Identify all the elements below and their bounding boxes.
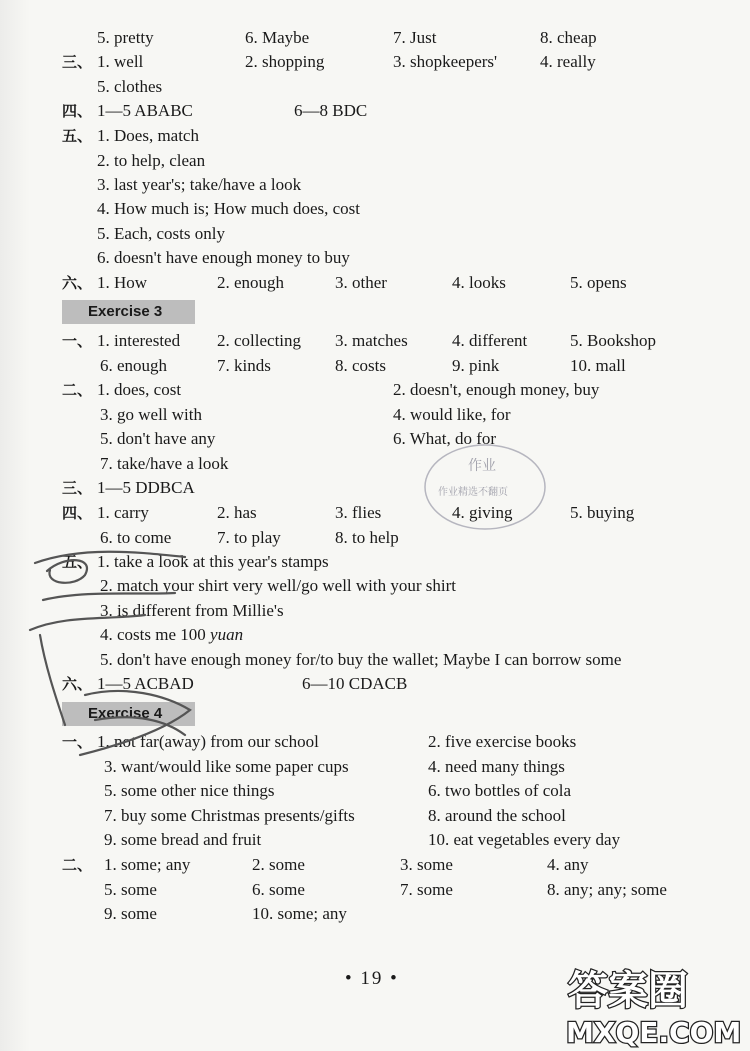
answer-text: 1. How (97, 273, 148, 292)
answer-item (97, 50, 143, 74)
answer-text: 4. looks (452, 273, 506, 292)
answer-item (97, 197, 360, 221)
answer-text: 1. some; any (104, 855, 191, 874)
answer-item (294, 99, 367, 123)
answer-text: 2. some (252, 855, 305, 874)
answer-item (97, 99, 193, 123)
answer-text: 7. to play (217, 528, 281, 547)
answer-text: 10. some; any (252, 904, 347, 923)
section-marker: 一、 (62, 332, 93, 350)
answer-text: 10. mall (570, 356, 626, 375)
answer-item (335, 329, 408, 353)
answer-item (217, 501, 257, 525)
answer-item (100, 452, 228, 476)
answer-text: 4. any (547, 855, 589, 874)
answer-text: 2. match your shirt very well/go well with your shirt (100, 576, 456, 595)
answer-text: 2. collecting (217, 331, 302, 350)
answer-item (245, 50, 324, 74)
answer-text: 1. does, cost (97, 380, 182, 399)
answer-item (393, 403, 511, 427)
answer-text: 1. interested (97, 331, 181, 350)
section-marker: 六、 (62, 675, 93, 693)
answer-text: 2. enough (217, 273, 285, 292)
answer-text: 5. opens (570, 273, 627, 292)
answer-item (547, 878, 667, 902)
answer-text: 3. flies (335, 503, 382, 522)
answer-text: 5. pretty (97, 28, 154, 47)
answer-text: 7. Just (393, 28, 437, 47)
answer-item (100, 354, 167, 378)
answer-item (335, 271, 387, 295)
answer-item (104, 902, 157, 926)
answer-text: 10. eat vegetables every day (428, 830, 621, 849)
answer-item (97, 26, 154, 50)
answer-item (217, 329, 301, 353)
answer-text: 3. is different from Millie's (100, 601, 284, 620)
answer-text: 6. Maybe (245, 28, 310, 47)
answer-item (100, 427, 215, 451)
svg-text:MXQE.COM: MXQE.COM (566, 1016, 742, 1048)
answer-item (428, 730, 576, 754)
answer-item (570, 501, 634, 525)
italic-word: yuan (210, 625, 244, 644)
exercise-heading: Exercise 3 (62, 300, 195, 324)
answer-item (97, 271, 147, 295)
answer-text: 8. any; any; some (547, 880, 667, 899)
answer-item (570, 354, 626, 378)
answer-text: 5. don't have any (100, 429, 216, 448)
answer-item (428, 804, 566, 828)
answer-item (400, 878, 453, 902)
answer-item (104, 828, 261, 852)
answer-item (335, 354, 386, 378)
answer-text: 3. want/would like some paper cups (104, 757, 349, 776)
answer-text: 3. matches (335, 331, 408, 350)
answer-item (570, 329, 656, 353)
answer-text: 9. some bread and fruit (104, 830, 262, 849)
answer-text: 4. would like, for (393, 405, 511, 424)
answer-item (217, 354, 271, 378)
answer-text: 9. some (104, 904, 157, 923)
answer-item (252, 878, 305, 902)
answer-item (252, 902, 347, 926)
answer-item (393, 378, 599, 402)
svg-text:答案圈: 答案圈 (568, 968, 688, 1014)
answer-item (452, 354, 499, 378)
answer-item (97, 75, 162, 99)
answer-item (97, 222, 225, 246)
answer-item (97, 329, 180, 353)
section-marker: 一、 (62, 733, 93, 751)
answer-text: 7. buy some Christmas presents/gifts (104, 806, 355, 825)
answer-text: 5. Bookshop (570, 331, 656, 350)
answer-text: 5. some other nice things (104, 781, 275, 800)
answer-text: 6. doesn't have enough money to buy (97, 248, 350, 267)
answer-text: 6. enough (100, 356, 168, 375)
answer-text: 3. some (400, 855, 453, 874)
section-marker: 三、 (62, 53, 93, 71)
answer-text: 1. Does, match (97, 126, 199, 145)
answer-item (540, 26, 597, 50)
answer-text: 1. carry (97, 503, 149, 522)
answer-item (104, 804, 355, 828)
answer-text: 5. don't have enough money for/to buy the wallet; Maybe I can borrow some (100, 650, 622, 669)
answer-text: 2. to help, clean (97, 151, 206, 170)
answer-item (252, 853, 305, 877)
answer-text: 8. to help (335, 528, 399, 547)
answer-text: 8. cheap (540, 28, 597, 47)
section-marker: 五、 (62, 127, 93, 145)
answer-text: 5. clothes (97, 77, 163, 96)
answer-text: 3. shopkeepers' (393, 52, 498, 71)
answer-text: 5. buying (570, 503, 635, 522)
answer-item (540, 50, 596, 74)
answer-item (428, 755, 565, 779)
exercise-heading: Exercise 4 (62, 702, 195, 726)
answer-text: 7. take/have a look (100, 454, 229, 473)
answer-item (217, 271, 284, 295)
answer-item (428, 779, 571, 803)
answer-text: 7. some (400, 880, 453, 899)
svg-text:作业: 作业 (468, 458, 496, 474)
svg-text:作业精选不翻页: 作业精选不翻页 (438, 487, 508, 498)
answer-item (104, 878, 157, 902)
scan-edge-shadow (0, 0, 30, 1051)
answer-text: 2. has (217, 503, 257, 522)
answer-item (97, 378, 181, 402)
answer-item (452, 271, 506, 295)
answer-text: 1. take a look at this year's stamps (97, 552, 329, 571)
answer-text: 6—10 CDACB (302, 674, 408, 693)
answer-text: 3. last year's; take/have a look (97, 175, 302, 194)
answer-item (335, 501, 381, 525)
page-number: • 19 • (345, 968, 399, 989)
section-marker: 二、 (62, 856, 93, 874)
answer-item (393, 26, 436, 50)
answer-item (97, 501, 149, 525)
answer-text: 5. Each, costs only (97, 224, 225, 243)
answer-text: 4. need many things (428, 757, 565, 776)
answer-text: 1—5 ACBAD (97, 674, 194, 693)
answer-text: 2. doesn't, enough money, buy (393, 380, 600, 399)
answer-text: 6. some (252, 880, 305, 899)
answer-item (97, 124, 199, 148)
section-marker: 四、 (62, 102, 93, 120)
answer-item (393, 50, 497, 74)
answer-text: 8. around the school (428, 806, 566, 825)
answer-text: 6. to come (100, 528, 172, 547)
section-marker: 二、 (62, 381, 93, 399)
answer-item (547, 853, 589, 877)
answer-text: 6. What, do for (393, 429, 497, 448)
answer-item (400, 853, 453, 877)
answer-item (104, 853, 190, 877)
answer-item (100, 403, 202, 427)
answer-text: 4. costs me 100 (100, 625, 211, 644)
answer-text: 3. go well with (100, 405, 202, 424)
answer-text: 2. five exercise books (428, 732, 577, 751)
answer-item (428, 828, 620, 852)
answer-item (452, 329, 527, 353)
answer-text: 6—8 BDC (294, 101, 368, 120)
answer-text: 7. kinds (217, 356, 271, 375)
answer-item (97, 246, 350, 270)
answer-text: 6. two bottles of cola (428, 781, 572, 800)
answer-text: 4. giving (452, 503, 513, 522)
answer-text: 3. other (335, 273, 387, 292)
answer-text: 4. really (540, 52, 596, 71)
answer-item (217, 526, 281, 550)
answer-text: 5. some (104, 880, 157, 899)
answer-item (104, 779, 274, 803)
answer-item (97, 149, 205, 173)
answer-item (97, 476, 195, 500)
pen-scribble (25, 545, 205, 775)
answer-text: 2. shopping (245, 52, 325, 71)
section-marker: 六、 (62, 274, 93, 292)
answer-text: 4. How much is; How much does, cost (97, 199, 361, 218)
answer-text: 1. well (97, 52, 144, 71)
answer-item (302, 672, 407, 696)
answer-item (97, 173, 301, 197)
answer-text: 1—5 ABABC (97, 101, 193, 120)
watermark-logo (560, 960, 745, 1048)
answer-text: 1—5 DDBCA (97, 478, 195, 497)
answer-text: 9. pink (452, 356, 500, 375)
answer-text: 8. costs (335, 356, 386, 375)
answer-item (570, 271, 627, 295)
stamp-seal (420, 440, 555, 535)
answer-text: 1. not far(away) from our school (97, 732, 319, 751)
answer-text: 4. different (452, 331, 528, 350)
section-marker: 四、 (62, 504, 93, 522)
answer-item (245, 26, 309, 50)
section-marker: 三、 (62, 479, 93, 497)
section-marker: 五、 (62, 553, 93, 571)
answer-item (335, 526, 399, 550)
